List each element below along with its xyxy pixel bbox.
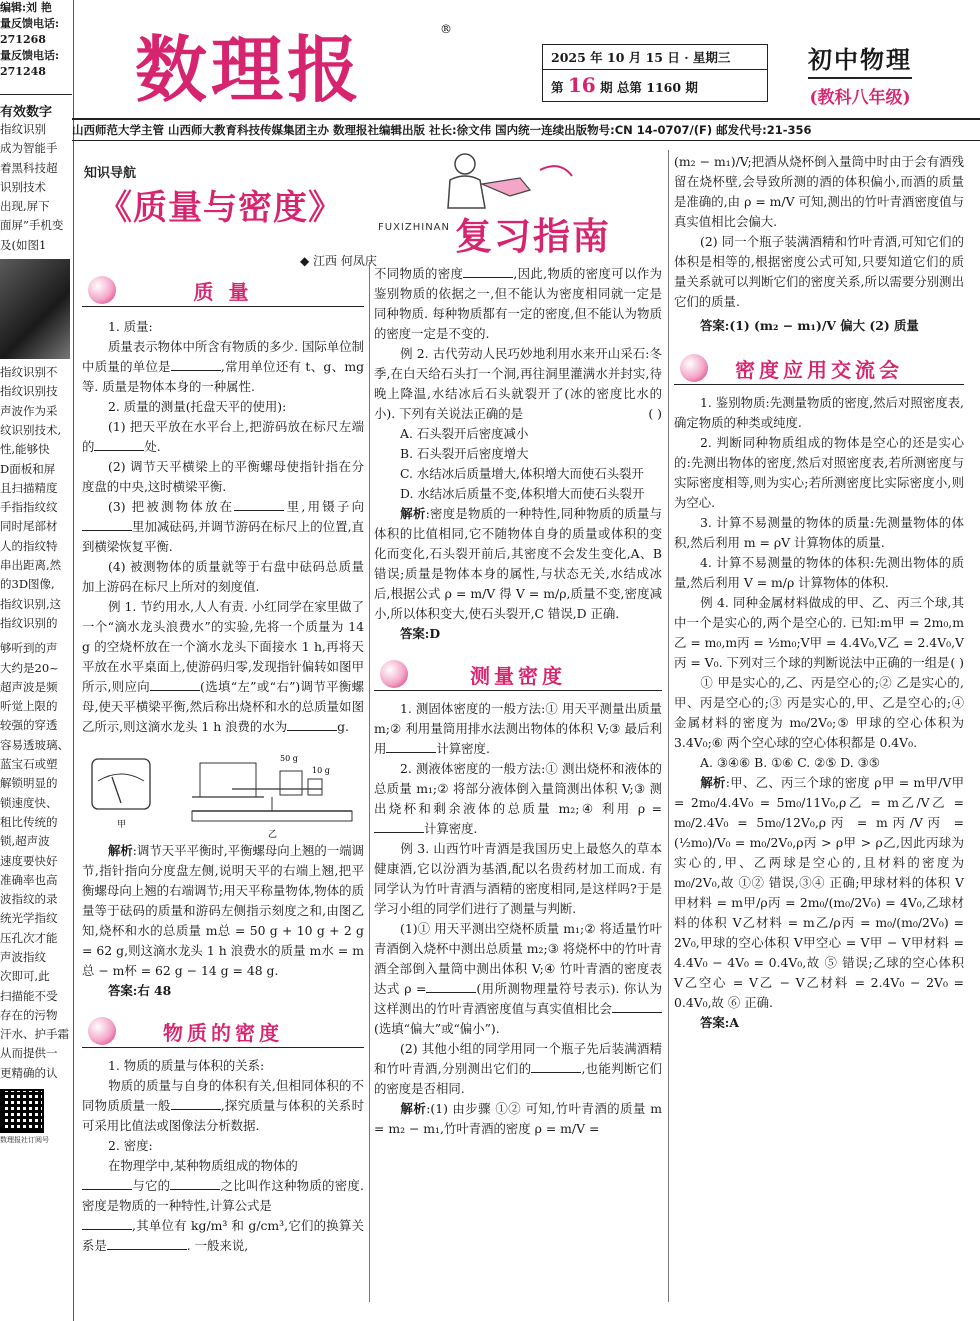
sidebar-text-line: 人的指纹特	[0, 538, 58, 553]
density-def-c: 之比叫作这种物质的密度. 密度是物质的一种特性,计算公式是	[82, 1178, 364, 1213]
sidebar-text-line: 听觉上限的	[0, 699, 58, 714]
sidebar-text-line: 指纹识别的	[0, 615, 58, 630]
sidebar-text-line: 容易透玻璃、	[0, 737, 69, 752]
use-3: 3. 计算不易测量的物体的质量:先测量物体的体积,然后利用 m = ρV 计算物体的质量.	[674, 515, 964, 550]
mass-heading: 1. 质量:	[108, 319, 153, 334]
example-3-part2: (2) 其他小组的同学用同一个瓶子先后装满酒精和竹叶青酒,分别测出它们的	[374, 1041, 662, 1076]
sidebar-column-title: 有效数字	[0, 105, 53, 120]
article-title: 《质量与密度》	[98, 188, 343, 228]
sidebar-text-line: 且扫描精度	[0, 480, 58, 495]
example-1-end: g.	[337, 719, 349, 734]
example-1: 例 1. 节约用水,人人有责. 小红同学在家里做了一个“滴水龙头浪费水”的实验,先将一个质量为 14 g 的空烧杯放在一个滴水龙头下面接水 1 h,再将天平放在水平桌面上,使游码归零,发现指针偏转如图甲所示,则应向	[82, 599, 365, 694]
weight-label-50g: 50 g	[280, 754, 298, 763]
weight-label-10g: 10 g	[312, 766, 330, 775]
mass-text: 质量表示物体中所含有物质的多少. 国际单位制中质量的单位是	[82, 339, 364, 374]
sidebar-text-line: 准确率也高	[0, 872, 58, 887]
left-divider	[73, 0, 74, 1321]
example-2: 例 2. 古代劳动人民巧妙地利用水来开山采石:冬季,在白天给石头打一个洞,再往洞里灌满水并封实,待晚上降温,水结冰后石头就裂开了(冰的密度比水的小). 下列有关说法正确的是	[374, 346, 662, 421]
sidebar-text-line: 大约是20~	[0, 660, 59, 675]
density-cont-b: ,因此,物质的密度可以作为鉴别物质的依据之一,但不能认为密度相同就一定是同种物质. 每种物质都有一定的密度,但不能认为物质的密度一定是不变的.	[374, 266, 662, 341]
option-2d: D. 水结冰后质量不变,体积增大而使石头裂开	[400, 486, 645, 501]
analysis-2: :密度是物质的一种特性,同种物质的质量与体积的比值相同,它不随物体自身的质量或体积的变化而变化,石头裂开前后,其密度不会发生变化,A、B 错误;质量是物体本身的属性,与状态无关,水结成冰后,根据公式 ρ = m/V 得 V = m/ρ,质量不变,密度减小,所以体积变大,使石头裂开,C 错误,D 正确.	[374, 506, 662, 621]
sidebar-text-line: 统光学指纹	[0, 911, 58, 926]
sidebar-text-line: 串出距离,然	[0, 558, 62, 573]
density-def-b: 与它的	[132, 1178, 171, 1193]
column-rule-1	[369, 262, 370, 1302]
sidebar-text-line: 手指指纹纹	[0, 500, 58, 515]
use-4: 4. 计算不易测量的物体的体积:先测出物体的质量,然后利用 V = m/ρ 计算物体的体积.	[674, 555, 964, 590]
option-2a: A. 石头裂开后密度减小	[400, 426, 529, 441]
sidebar-text-line: 指纹识别不	[0, 365, 58, 380]
density-text-1-cont: ,探究质量与体积的关系时可采用比值法或图像法分析数据.	[82, 1098, 364, 1133]
sidebar-text-line: 着黑科技超	[0, 160, 58, 175]
sidebar-text-block-c	[0, 639, 72, 1083]
step-1: (1) 把天平放在水平台上,把游码放在标尺左端的	[82, 419, 364, 454]
step-3: (3) 把被测物体放在	[108, 499, 235, 514]
sidebar-text-line: 从而提供一	[0, 1046, 58, 1061]
example-4-statements: ① 甲是实心的,乙、丙是空心的;② 乙是实心的,甲、丙是空心的;③ 丙是实心的,甲、乙是空心的;④ 金属材料的密度为 m₀/2V₀;⑤ 甲球的空心体积为 3.4V₀;⑥ 两个空心球的空心体积都是 0.4V₀.	[674, 675, 964, 750]
option-2b: B. 石头裂开后密度增大	[400, 446, 529, 461]
sidebar-text-line: 速度要快好	[0, 853, 58, 868]
analysis-label-4: 解析	[700, 775, 726, 790]
analysis-label-3: 解析	[400, 1101, 427, 1116]
issue-number: 16	[567, 73, 596, 97]
sidebar-text-line: 够听到的声	[0, 641, 58, 656]
example-3: 例 3. 山西竹叶青酒是我国历史上最悠久的草本健康酒,它以汾酒为基酒,配以名贵药材加工而成. 有同学认为竹叶青酒与酒精的密度相同,是这样吗?于是学习小组的同学们进行了测量与判断.	[374, 841, 662, 916]
figure-label-yi: 乙	[268, 830, 278, 840]
section-header-measure	[374, 656, 662, 691]
density-text-1: 物质的质量与自身的体积有关,但相同体积的不同物质质量一般	[82, 1078, 364, 1113]
sidebar-text-line: 指纹识别,这	[0, 596, 62, 611]
density-def-e: . 一般来说,	[186, 1238, 249, 1253]
section-header-density	[82, 1013, 364, 1048]
edition-subtitle: (教科八年级)	[809, 88, 911, 108]
sidebar-text-line: 更精确的认	[0, 1065, 58, 1080]
measure-solid-cont: 计算密度.	[436, 741, 490, 756]
feedback-phone-1: 271268	[0, 33, 46, 46]
measure-liquid-cont: 计算密度.	[424, 821, 478, 836]
analysis-1: :调节天平平衡时,平衡螺母向上翘的一端调节,指针指向分度盘左侧,说明天平的右端上翘,把平衡螺母向上翘的右端调节;用天平称量物体,物体的质量等于砝码的质量和游码左侧指示刻度之和,由图乙知,烧杯和水的总质量 m总 = 50 g + 10 g + 2 g = 62 g,则这滴水龙头 1 h 浪费水的质量 m水 = m总 − m杯 = 62 g − 14 g = 48 g.	[82, 843, 364, 978]
sidebar-text-line: 性,能够快	[0, 442, 50, 457]
answer-bracket-4: ( )	[950, 655, 964, 670]
column-rule-2	[668, 150, 669, 1302]
sidebar-text-line: 同时尾部材	[0, 519, 58, 534]
sidebar-text-line: 指纹识别技	[0, 384, 58, 399]
edition-title: 初中物理	[808, 40, 912, 79]
sidebar-text-line: 蓝宝石或塑	[0, 757, 58, 772]
step-3-end: 里加减砝码,并调节游码在标尺上的位置,直到横梁恢复平衡.	[82, 519, 364, 554]
masthead-rule-top	[72, 118, 980, 120]
edition-block	[770, 40, 950, 108]
sidebar-text-line: 纹识别技术,	[0, 422, 62, 437]
student-illustration	[410, 150, 580, 210]
answer-3: 答案:(1) (m₂ − m₁)/V 偏大 (2) 质量	[700, 318, 919, 333]
analysis-label-2: 解析	[400, 506, 426, 521]
mass-text-cont: ,常用单位还有 t、g、mg 等. 质量是物体本身的一种属性.	[82, 359, 364, 394]
sidebar-text-line: 的3D图像,	[0, 577, 55, 592]
step-1-cont: 处.	[144, 439, 161, 454]
sidebar-text-block-a	[0, 120, 72, 255]
analysis-3-part2: (2) 同一个瓶子装满酒精和竹叶青酒,可知它们的体积是相等的,根据密度公式可知,只要知道它们的质量关系就可以判断它们的密度关系,所以需要分别测出它们的质量.	[674, 234, 964, 309]
mass-measure-heading: 2. 质量的测量(托盘天平的使用):	[108, 399, 287, 414]
masthead-rule-bottom	[72, 140, 980, 141]
section-title-measure: 测量密度	[470, 664, 566, 688]
issue-suffix: 期 总第 1160 期	[600, 80, 698, 95]
qr-caption: 数理报社订阅号	[0, 1136, 49, 1145]
option-2c: C. 水结冰后质量增大,体积增大而使石头裂开	[400, 466, 644, 481]
sidebar-text-line: 租比传统的	[0, 814, 58, 829]
left-column-strip	[0, 0, 72, 1321]
sidebar-text-line: D面板和屏	[0, 461, 56, 476]
density-def-d: ,其单位有 kg/m³ 和 g/cm³,它们的换算关系是	[82, 1218, 364, 1253]
sidebar-text-line: 扫描能不受	[0, 988, 58, 1003]
sidebar-text-block-b	[0, 363, 72, 633]
sidebar-text-line: 超声波是频	[0, 679, 58, 694]
sidebar-text-line: 解锁明显的	[0, 776, 58, 791]
step-2: (2) 调节天平横梁上的平衡螺母使指针指在分度盘的中央,这时横梁平衡.	[82, 459, 364, 494]
density-heading-1: 1. 物质的质量与体积的关系:	[108, 1058, 265, 1073]
section-header-application	[674, 350, 964, 385]
editor-line: 编辑:刘 艳	[0, 1, 52, 14]
newspaper-logo: 数理报	[135, 27, 364, 112]
sidebar-text-line: 出现,屏下	[0, 199, 50, 214]
column-3	[674, 152, 964, 1033]
sidebar-text-line: 次即可,此	[0, 969, 50, 984]
sidebar-text-line: 及(如图1	[0, 237, 47, 252]
section-title-mass: 质 量	[193, 280, 253, 304]
title-pinyin: FUXIZHINAN	[378, 222, 450, 233]
sidebar-text-line: 锁,超声波	[0, 834, 50, 849]
density-heading-2: 2. 密度:	[108, 1138, 153, 1153]
sidebar-text-line: 压孔次才能	[0, 930, 58, 945]
use-2: 2. 判断同种物质组成的物体是空心的还是实心的:先测出物体的密度,然后对照密度表,若所测密度与实际密度相等,则为实心;若所测密度比实际密度小,则为空心.	[674, 435, 964, 510]
analysis-3-cont: (m₂ − m₁)/V;把酒从烧杯倒入量筒中时由于会有酒残留在烧杯壁,会导致所测的酒的体积偏小,而酒的质量是准确的,由 ρ = m/V 可知,测出的竹叶青酒密度值与真实值相比会偏大.	[674, 154, 964, 229]
analysis-4: :甲、乙、丙三个球的密度 ρ甲 = m甲/V甲 = 2m₀/4.4V₀ = 5m₀/11V₀,ρ乙 = m乙/V乙 = m₀/2.4V₀ = 5m₀/12V₀,ρ丙 = m丙/V丙 = (½m₀)/V₀ = m₀/2V₀,ρ丙 > ρ甲 > ρ乙,因此丙球为实心的,甲、乙两球是空心的,且材料的密度为 m₀/2V₀,故 ①② 错误,③④ 正确;甲球材料的体积 V甲材料 = m甲/ρ丙 = 2m₀/(m₀/2V₀) = 4V₀,乙球材料的体积 V乙材料 = m乙/ρ丙 = m₀/(m₀/2V₀) = 2V₀,甲球的空心体积 V甲空心 = V甲 − V甲材料 = 4.4V₀ − 4V₀ = 0.4V₀,故 ⑤ 错误;乙球的空心体积 V乙空心 = V乙 − V乙材料 = 2.4V₀ − 2V₀ = 0.4V₀,故 ⑥ 正确.	[674, 775, 965, 1010]
use-1: 1. 鉴别物质:先测量物质的密度,然后对照密度表,确定物质的种类或纯度.	[674, 395, 964, 430]
section-title-density: 物质的密度	[163, 1021, 283, 1045]
issue-prefix: 第	[551, 80, 564, 95]
measure-solid: 1. 测固体密度的一般方法:① 用天平测量出质量 m;② 利用量筒用排水法测出物体的体积 V;③ 最后利用	[374, 701, 662, 756]
article-subtitle: 复习指南	[455, 214, 611, 258]
step-3-cont: 里,用镊子向	[284, 499, 364, 514]
example-3-part1-b: (用所测物理量符号表示). 你认为这样测出的竹叶青酒密度值与真实值相比会	[374, 981, 663, 1016]
answer-bracket-2: ( )	[648, 406, 662, 421]
sidebar-text-line: 面屏”手机变	[0, 218, 64, 233]
sidebar-text-line: 锁速度快、	[0, 795, 58, 810]
issue-date-box	[542, 44, 768, 102]
balance-figure	[82, 741, 364, 841]
density-cont: 不同物质的密度	[374, 266, 464, 281]
registered-mark: ®	[440, 22, 452, 36]
issue-date: 2025 年 10 月 15 日 · 星期三	[551, 50, 731, 65]
phone-photo	[0, 259, 70, 359]
sidebar-text-line: 波指纹的录	[0, 892, 58, 907]
sidebar-text-line: 较强的穿透	[0, 718, 58, 733]
feedback-label-2: 量反馈电话:	[0, 49, 60, 62]
example-3-part1: (1)① 用天平测出空烧杯质量 m₁;② 将适量竹叶青酒倒入烧杯中测出总质量 m₂;③ 将烧杯中的竹叶青酒全部倒入量筒中测出体积 V;④ 竹叶青酒的密度表达式 ρ =	[374, 921, 662, 996]
column-2	[374, 264, 662, 1139]
feedback-label-1: 量反馈电话:	[0, 17, 60, 30]
sidebar-text-line: 存在的污物	[0, 1007, 58, 1022]
knowledge-tag: 知识导航	[84, 166, 137, 181]
example-4-options: A. ③④⑥ B. ①⑥ C. ②⑤ D. ③⑤	[700, 755, 880, 770]
column-1	[82, 272, 364, 1256]
section-title-application: 密度应用交流会	[735, 358, 903, 382]
example-4: 例 4. 同种金属材料做成的甲、乙、丙三个球,其中一个是实心的,两个是空心的. 已知:m甲 = 2m₀,m乙 = m₀,m丙 = ½m₀;V甲 = 4.4V₀,V乙 = 2.4V₀,V丙 = V₀. 下列对三个球的判断说法中正确的一组是	[674, 595, 964, 670]
sidebar-text-line: 声波作为采	[0, 403, 58, 418]
example-3-part2-b: ,也能判断它们的密度是否相同.	[374, 1061, 662, 1096]
sidebar-text-line: 成为智能手	[0, 141, 58, 156]
answer-1: 答案:右 48	[108, 983, 172, 998]
sidebar-text-line: 指纹识别	[0, 122, 46, 136]
step-4: (4) 被测物体的质量就等于右盘中砝码总质量加上游码在标尺上所对的刻度值.	[82, 559, 364, 594]
feedback-phone-2: 271248	[0, 65, 46, 78]
section-header-mass	[82, 272, 364, 307]
answer-2: 答案:D	[400, 626, 441, 641]
publisher-info-bar: 山西师范大学主管 山西师大教育科技传媒集团主办 数理报社编辑出版 社长:徐文伟 国内统一连续出版物号:CN 14-0707/(F) 邮发代号:21-356	[72, 123, 812, 137]
figure-label-jia: 甲	[117, 820, 127, 830]
sidebar-text-line: 声波指纹	[0, 949, 46, 964]
qr-code	[0, 1089, 44, 1133]
sidebar-text-line: 识别技术	[0, 179, 46, 194]
example-1-cont: (选填“左”或“右”)调节平衡螺母,使天平横梁平衡,然后称出烧杯和水的总质量如图乙所示,则这滴水龙头 1 h 浪费的水为	[82, 679, 364, 734]
analysis-3: :(1) 由步骤 ①② 可知,竹叶青酒的质量 m = m₂ − m₁,竹叶青酒的密度 ρ = m/V =	[374, 1101, 663, 1136]
example-3-part1-c: (选填“偏大”或“偏小”).	[374, 1021, 500, 1036]
answer-4: 答案:A	[700, 1015, 739, 1030]
density-def: 在物理学中,某种物质组成的物体的	[108, 1158, 298, 1173]
author-line: ◆ 江西 何凤庆	[300, 254, 377, 268]
analysis-label-1: 解析	[108, 843, 133, 858]
sidebar-text-line: 汗水、护手霜	[0, 1027, 69, 1042]
measure-liquid: 2. 测液体密度的一般方法:① 测出烧杯和液体的总质量 m₁;② 将部分液体倒入量筒测出体积 V;③ 测出烧杯和剩余液体的总质量 m₂;④ 利用 ρ =	[374, 761, 662, 816]
